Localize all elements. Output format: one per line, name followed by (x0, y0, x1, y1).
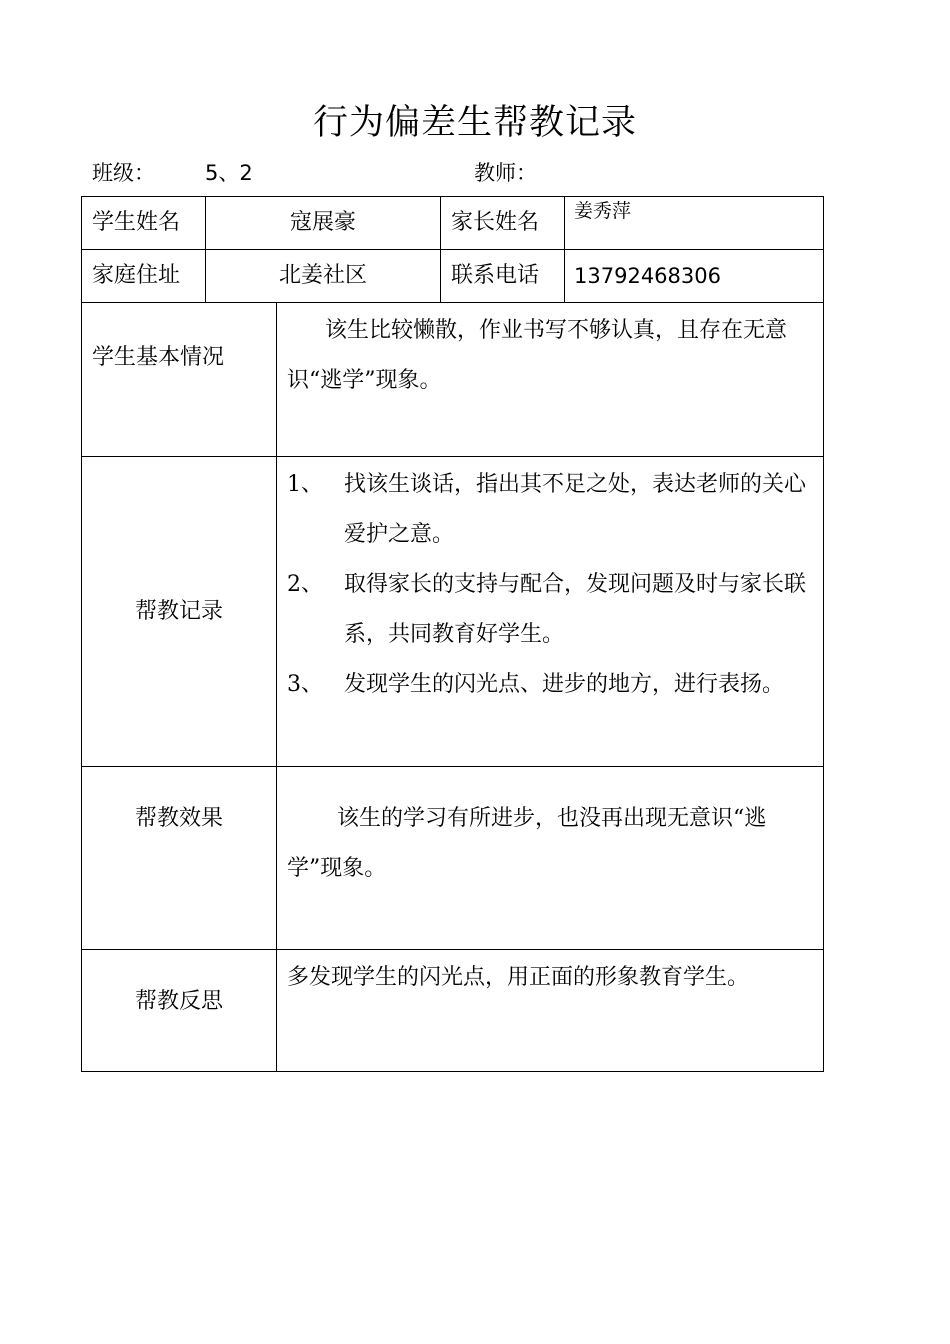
list-item-text: 找该生谈话，指出其不足之处，表达老师的关心爱护之意。 (344, 472, 807, 547)
table-row (82, 197, 824, 250)
phone-label: 联系电话 (441, 250, 565, 303)
document-title: 行为偏差生帮教记录 (312, 103, 637, 143)
parent-name-value: 姜秀萍 (565, 197, 824, 250)
list-item (287, 660, 814, 710)
list-item-number: 3、 (287, 672, 323, 697)
class-value: 5、2 (205, 161, 253, 185)
student-name-label: 学生姓名 (82, 197, 206, 250)
basic-info-text: 该生比较懒散，作业书写不够认真，且存在无意识“逃学”现象。 (287, 318, 788, 393)
effect-text: 该生的学习有所进步，也没再出现无意识“逃学”现象。 (287, 806, 767, 881)
record-table (81, 196, 824, 1072)
student-name-value: 寇展豪 (206, 197, 441, 250)
address-value: 北姜社区 (206, 250, 441, 303)
record-label: 帮教记录 (82, 457, 277, 767)
phone-value: 13792468306 (565, 250, 824, 303)
table-row (82, 767, 824, 950)
list-item-text: 取得家长的支持与配合，发现问题及时与家长联系，共同教育好学生。 (344, 572, 807, 647)
teacher-label: 教师： (474, 161, 537, 185)
effect-label: 帮教效果 (82, 767, 277, 950)
table-row (82, 250, 824, 303)
reflection-text: 多发现学生的闪光点，用正面的形象教育学生。 (287, 965, 750, 990)
class-label: 班级： (92, 161, 155, 185)
table-row (82, 950, 824, 1072)
list-item-text: 发现学生的闪光点、进步的地方，进行表扬。 (344, 672, 785, 697)
reflection-label: 帮教反思 (82, 950, 277, 1072)
list-item-number: 2、 (287, 572, 323, 597)
parent-name-label: 家长姓名 (441, 197, 565, 250)
address-label: 家庭住址 (82, 250, 206, 303)
basic-info-label: 学生基本情况 (82, 303, 277, 457)
list-item (287, 460, 814, 560)
record-list (287, 460, 814, 710)
table-row (82, 303, 824, 457)
table-row (82, 457, 824, 767)
list-item (287, 560, 814, 660)
list-item-number: 1、 (287, 472, 323, 497)
